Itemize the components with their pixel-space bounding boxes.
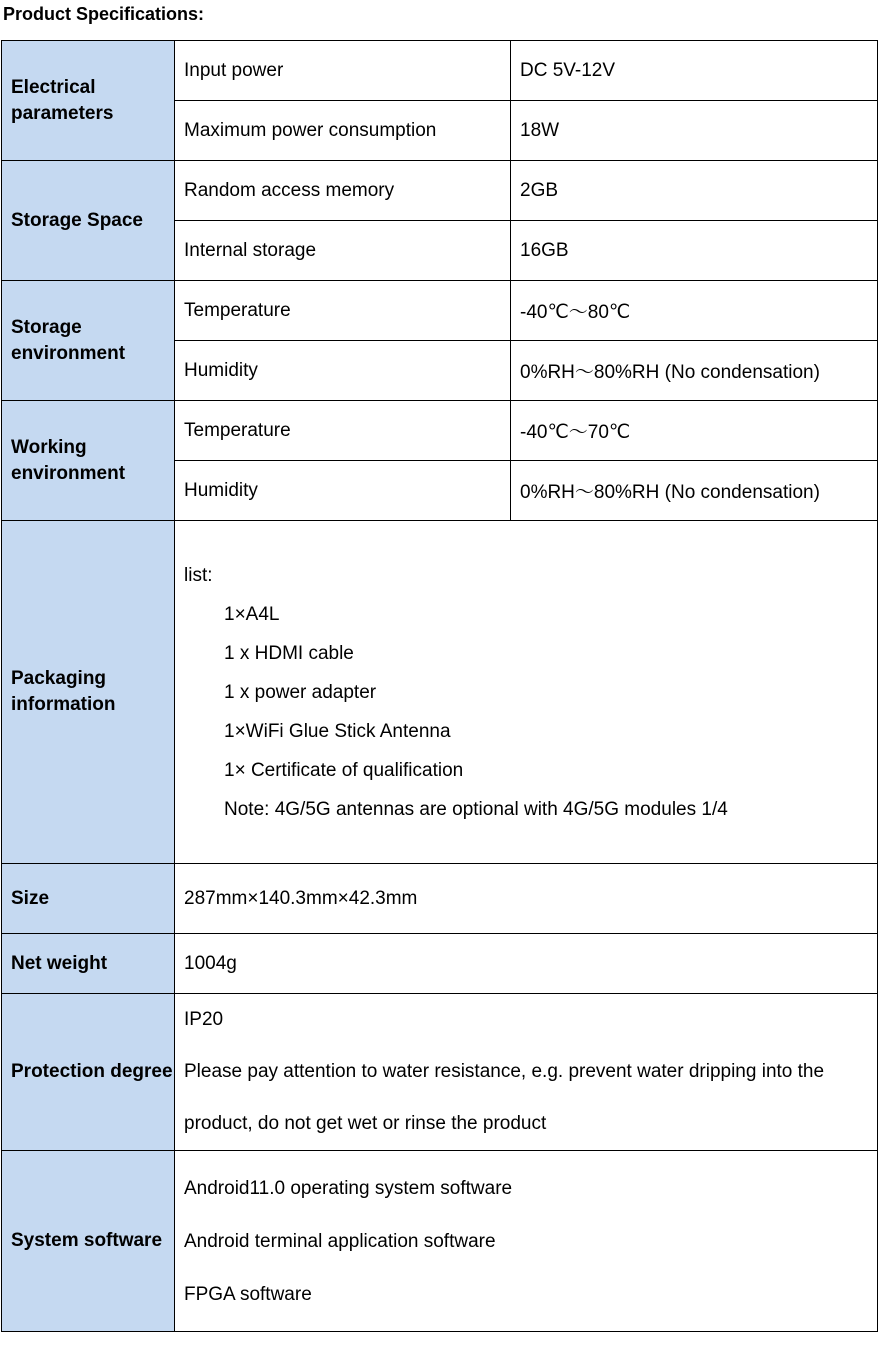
- spec-value: -40℃～80℃: [511, 281, 878, 341]
- list-item: Android terminal application software: [184, 1230, 496, 1252]
- spec-label: Random access memory: [175, 161, 511, 221]
- list-item: 1×A4L: [224, 603, 280, 625]
- spec-value: -40℃～70℃: [511, 401, 878, 461]
- list-item: FPGA software: [184, 1283, 312, 1305]
- category-working-environment: Working environment: [2, 401, 175, 521]
- spec-table: [1, 40, 878, 1332]
- category-protection-degree: Protection degree: [2, 994, 175, 1151]
- packaging-list-intro: list:: [184, 564, 213, 586]
- category-storage-space: Storage Space: [2, 161, 175, 281]
- packaging-list-cell: [175, 521, 878, 864]
- table-row: [2, 994, 878, 1151]
- spec-label: Input power: [175, 41, 511, 101]
- protection-cell: [175, 994, 878, 1151]
- spec-value: 16GB: [511, 221, 878, 281]
- category-net-weight: Net weight: [2, 934, 175, 994]
- spec-value: 2GB: [511, 161, 878, 221]
- table-row: [2, 401, 878, 461]
- category-packaging-information: Packaging information: [2, 521, 175, 864]
- list-item: Android11.0 operating system software: [184, 1177, 513, 1199]
- list-item: 1 x HDMI cable: [224, 642, 354, 664]
- list-item: 1×WiFi Glue Stick Antenna: [224, 720, 451, 742]
- spec-label: Temperature: [175, 401, 511, 461]
- list-item: 1× Certificate of qualification: [224, 759, 464, 781]
- category-storage-environment: Storage environment: [2, 281, 175, 401]
- list-item: 1 x power adapter: [224, 681, 377, 703]
- spec-label: Internal storage: [175, 221, 511, 281]
- spec-value: DC 5V-12V: [511, 41, 878, 101]
- table-row: [2, 934, 878, 994]
- category-size: Size: [2, 864, 175, 934]
- spec-value: 18W: [511, 101, 878, 161]
- protection-note-line: product, do not get wet or rinse the product: [184, 1113, 547, 1134]
- list-item: Note: 4G/5G antennas are optional with 4G/5G modules 1/4: [224, 798, 728, 820]
- protection-rating: IP20: [184, 1009, 224, 1030]
- spec-value: 0%RH～80%RH (No condensation): [511, 341, 878, 401]
- protection-note-line: Please pay attention to water resistance, e.g. prevent water dripping into the: [184, 1061, 825, 1082]
- category-electrical: Electrical parameters: [2, 41, 175, 161]
- table-row: [2, 1151, 878, 1332]
- spec-label: Humidity: [175, 461, 511, 521]
- spec-label: Humidity: [175, 341, 511, 401]
- table-row: [2, 161, 878, 221]
- page-title: Product Specifications:: [3, 4, 205, 24]
- spec-value: 0%RH～80%RH (No condensation): [511, 461, 878, 521]
- spec-value: 287mm×140.3mm×42.3mm: [175, 864, 878, 934]
- spec-label: Maximum power consumption: [175, 101, 511, 161]
- table-row: [2, 864, 878, 934]
- table-row: [2, 281, 878, 341]
- spec-label: Temperature: [175, 281, 511, 341]
- spec-value: 1004g: [175, 934, 878, 994]
- table-row: [2, 521, 878, 864]
- system-software-cell: [175, 1151, 878, 1332]
- table-row: [2, 41, 878, 101]
- category-system-software: System software: [2, 1151, 175, 1332]
